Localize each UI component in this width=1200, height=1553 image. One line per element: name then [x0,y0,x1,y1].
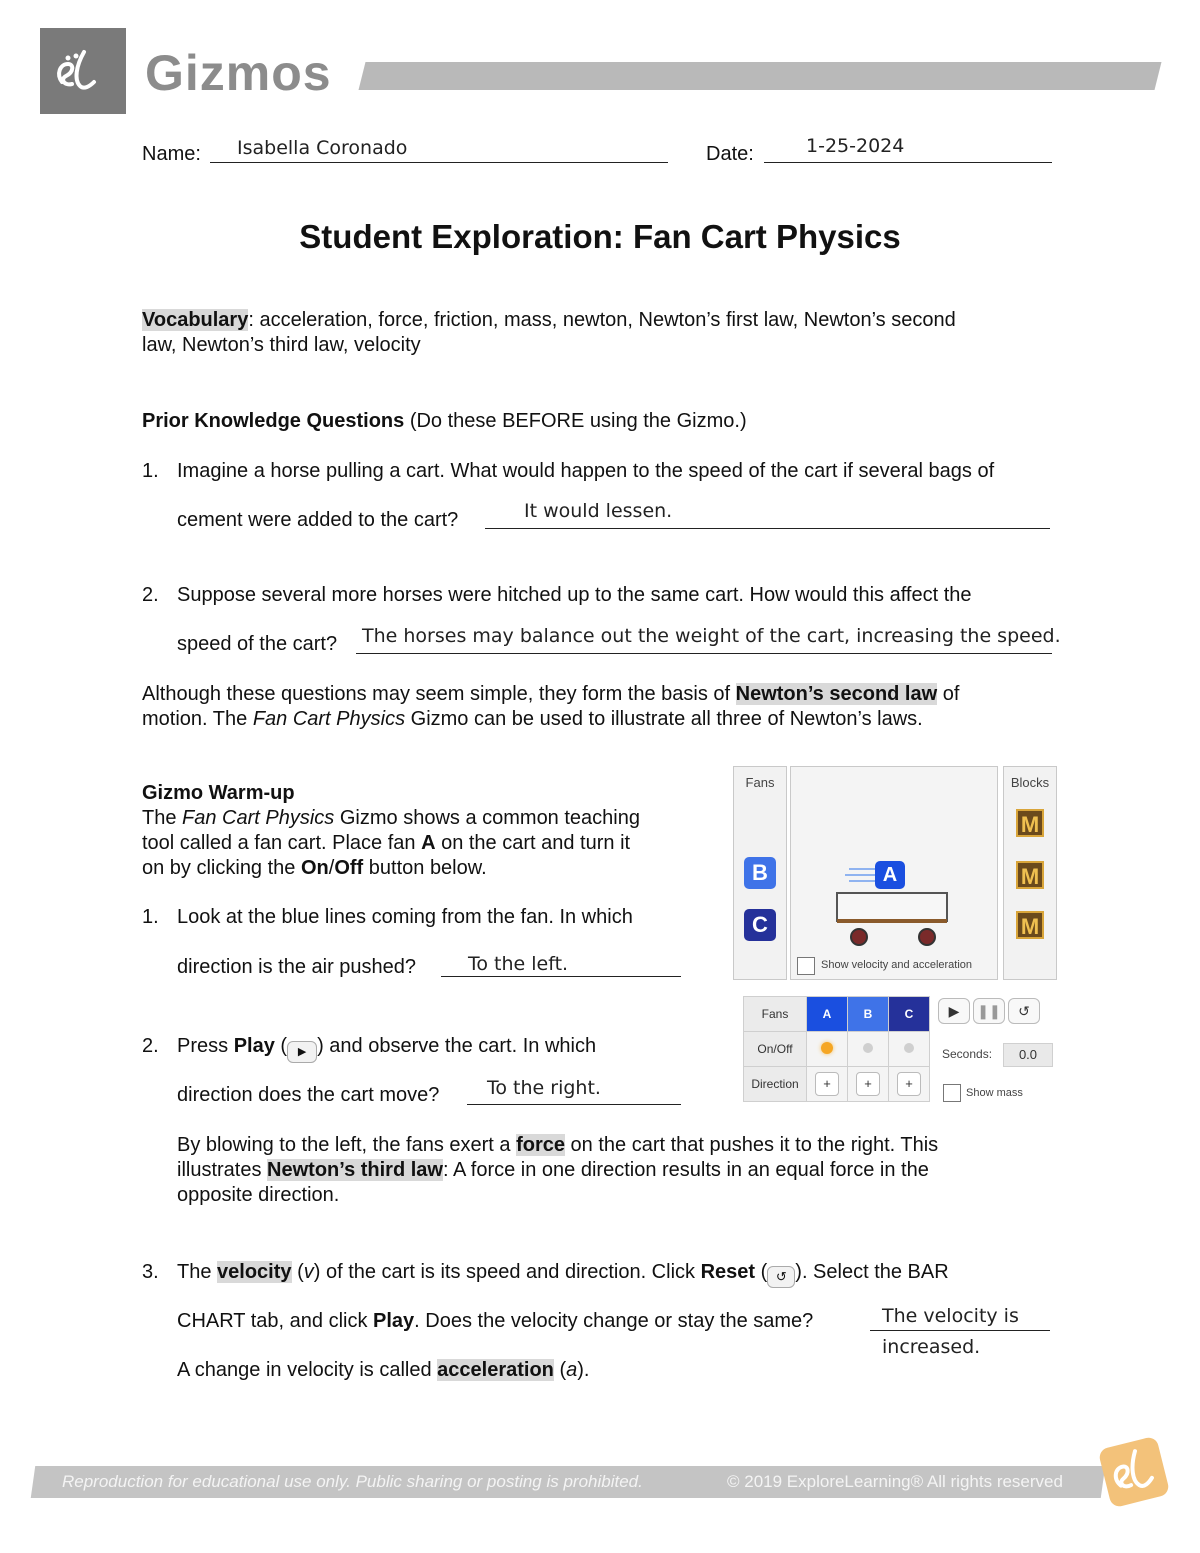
reset-button[interactable] [1008,998,1040,1024]
warmup-heading: Gizmo Warm-up [142,782,295,804]
wq1-number: 1. [142,906,159,928]
name-value: Isabella Coronado [237,137,408,159]
mass-block-2[interactable]: M [1016,861,1044,889]
wq3-answer-line2: increased. [882,1336,981,1358]
mass-block-3[interactable]: M [1016,911,1044,939]
simulation-area [790,766,998,980]
fan-c-off-light-icon [904,1043,914,1053]
footer-el-glyph-icon [1098,1436,1171,1509]
wq1-answer-line[interactable] [441,976,681,977]
wq2-prompt: direction does the cart move? [177,1084,440,1106]
fan-c-icon[interactable]: C [744,909,776,941]
date-field[interactable] [764,162,1052,163]
brand-title: Gizmos [145,45,332,101]
fan-a-icon[interactable]: A [875,861,905,889]
show-mass-checkbox[interactable] [943,1084,961,1102]
wq1-prompt: direction is the air pushed? [177,956,417,978]
q1-text: Imagine a horse pulling a cart. What would happen to the speed of the cart if several bags of [177,460,995,482]
wq2-answer-line[interactable] [467,1104,681,1105]
vocabulary-paragraph: Vocabulary: acceleration, force, friction, mass, newton, Newton’s first law, Newton’s second law, Newton’s third law, velocity [142,309,956,356]
fan-b-onoff[interactable] [848,1032,889,1067]
fans-panel-title: Fans [745,775,775,790]
wq3-prompt: CHART tab, and click Play. Does the velocity change or stay the same? [177,1310,814,1332]
show-velocity-checkbox[interactable] [797,957,815,975]
basis-paragraph: Although these questions may seem simple, they form the basis of Newton’s second law of motion. The Fan Cart Physics Gizmo can be used to illustrate all three of Newton’s laws. [142,683,960,730]
warmup-paragraph: Gizmo Warm-up The Fan Cart Physics Gizmo shows a common teaching tool called a fan cart. Place fan A on the cart and turn it on by clicking the On/Off button below. [142,782,640,879]
footer-copyright: © 2019 ExploreLearning® All rights reserved [727,1472,1063,1491]
fan-a-direction-button[interactable]: + [815,1072,839,1096]
wq3-answer-line[interactable] [870,1330,1050,1331]
wq1-text: Look at the blue lines coming from the fan. In which [177,906,633,928]
q1-answer-line[interactable] [485,528,1050,529]
explorelearning-logo [40,28,126,114]
fan-a-onoff[interactable] [807,1032,848,1067]
q2-text: Suppose several more horses were hitched up to the same cart. How would this affect the [177,584,972,606]
reset-icon: ↺ [1018,1003,1030,1019]
page-title: Student Exploration: Fan Cart Physics [299,218,901,255]
col-a-header: A [807,997,848,1032]
col-b-header: B [848,997,889,1032]
direction-row-label: Direction [744,1067,807,1102]
prior-knowledge-heading: Prior Knowledge Questions (Do these BEFORE using the Gizmo.) [142,410,747,432]
pause-icon: ❚❚ [977,1003,1001,1019]
fan-b-direction-button[interactable]: + [856,1072,880,1096]
mass-block-1[interactable]: M [1016,809,1044,837]
fans-panel [733,766,787,980]
wq3-number: 3. [142,1261,159,1283]
blocks-panel-title: Blocks [1010,775,1050,790]
q2-answer-line[interactable] [356,653,1052,654]
date-value: 1-25-2024 [806,135,905,157]
blocks-panel [1003,766,1057,980]
footer-logo-icon [1098,1436,1171,1509]
el-logo-icon [54,46,112,96]
wq3-text: The velocity (v) of the cart is its speed and direction. Click Reset ( ↺ ). Select the BAR [177,1260,949,1288]
q1-answer: It would lessen. [524,500,673,522]
pause-button[interactable] [973,998,1005,1024]
wq2-number: 2. [142,1035,159,1057]
play-icon: ▶ [948,1003,960,1019]
onoff-row-label: On/Off [744,1032,807,1067]
fan-c-onoff[interactable] [889,1032,930,1067]
play-button[interactable] [938,998,970,1024]
vocabulary-label: Vocabulary [142,309,249,331]
seconds-label: Seconds: [942,1047,993,1061]
seconds-value: 0.0 [1003,1043,1053,1067]
wq2-text: Press Play ( ▶ ) and observe the cart. In which [177,1034,596,1063]
name-label: Name: [142,143,201,165]
show-velocity-label: Show velocity and acceleration [821,959,973,971]
footer-notice: Reproduction for educational use only. Public sharing or posting is prohibited. [62,1472,643,1491]
q2-answer: The horses may balance out the weight of the cart, increasing the speed. [362,625,1061,647]
acceleration-sentence: A change in velocity is called acceleration (a). [177,1359,590,1381]
fan-b-icon[interactable]: B [744,857,776,889]
header-bar [359,62,1162,90]
fan-control-table [743,996,930,1102]
date-label: Date: [706,143,754,165]
show-mass-label: Show mass [966,1087,1023,1099]
play-icon: ▶ [287,1041,317,1063]
name-field[interactable] [210,162,668,163]
q2-number: 2. [142,584,159,606]
wq3-answer-line1: The velocity is [882,1305,1019,1327]
fan-b-off-light-icon [863,1043,873,1053]
fans-header: Fans [744,997,807,1032]
wq2-answer: To the right. [487,1077,601,1099]
fan-c-direction-button[interactable]: + [897,1072,921,1096]
reset-icon: ↺ [767,1266,795,1288]
q1-number: 1. [142,460,159,482]
wq1-answer: To the left. [468,953,569,975]
col-c-header: C [889,997,930,1032]
third-law-paragraph: By blowing to the left, the fans exert a force on the cart that pushes it to the right. This illustrates Newton’s third law: A force in one direction results in an equal force in the opposite direction. [177,1134,939,1206]
q1-prompt: cement were added to the cart? [177,509,459,531]
fan-a-on-light-icon [821,1042,833,1054]
q2-prompt: speed of the cart? [177,633,338,655]
